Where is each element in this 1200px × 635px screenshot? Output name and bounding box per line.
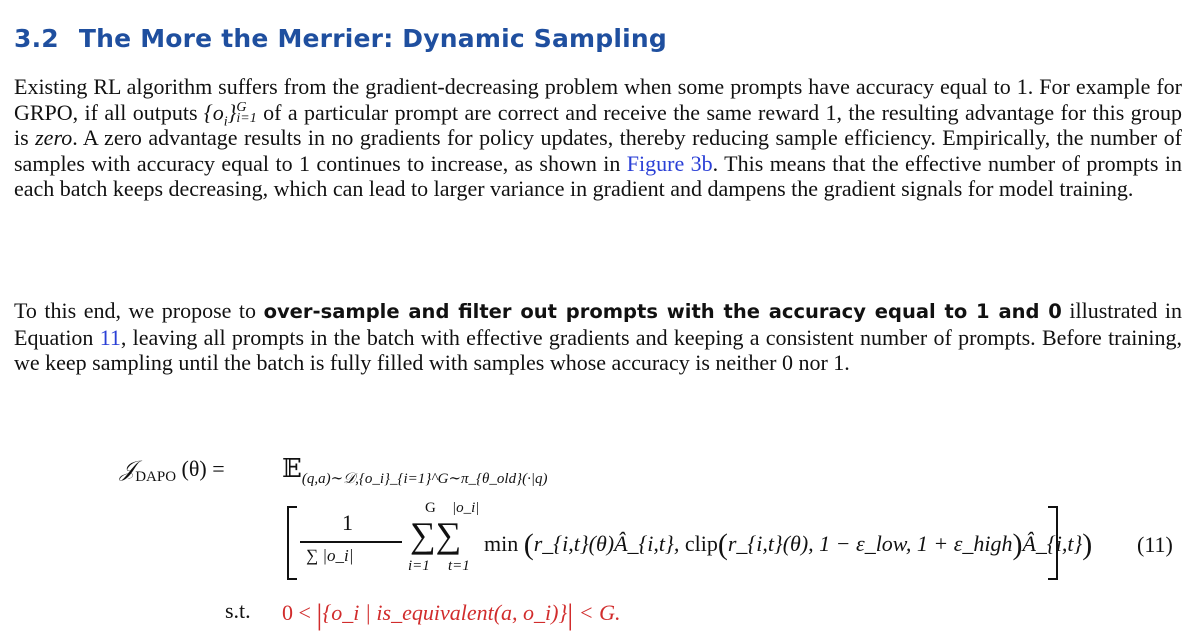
sum-upper-G: G: [425, 500, 436, 516]
equation-11-link[interactable]: 11: [99, 324, 121, 350]
section-heading: [14, 24, 667, 53]
such-that-label: s.t.: [225, 598, 251, 623]
fraction-denominator: ∑ |o_i|: [306, 546, 354, 565]
emphasis-zero: zero: [35, 125, 73, 151]
double-sum-symbol: ∑∑: [410, 515, 462, 555]
paragraph-2-text-a: To this end, we propose to: [14, 298, 264, 323]
paragraph-1-text-a: Existing RL algorithm suffers from the gradient-decreasing problem when some prompts have accuracy equal to 1. For example for GRPO, if all outputs: [14, 74, 1182, 125]
fraction-numerator: 1: [342, 510, 353, 535]
inline-set-math: $\{o_i\}$ G i=1: [203, 99, 257, 129]
paragraph-1: [14, 74, 1182, 202]
equation-11: [0, 440, 1200, 630]
constraint-expression: 0 < |{o_i | is_equivalent(a, o_i)}| < G.: [282, 598, 621, 631]
equation-number: (11): [1137, 532, 1173, 557]
equation-lhs: 𝒥$_{DAPO}$ (θ) =: [120, 456, 225, 485]
section-number: 3.2: [14, 24, 59, 53]
left-bracket: [287, 506, 297, 580]
equation-expectation: 𝔼$_{(q,a)\sim 𝒟,\{o\_i\}\_\{i=1\}\^{}G\sim\pi\_\{\theta\_old\}(\cdot|q)}$: [282, 454, 548, 487]
bold-proposal: over-sample and filter out prompts with the accuracy equal to 1 and 0: [263, 300, 1062, 323]
paragraph-2: [14, 298, 1182, 376]
paragraph-1-text-d: . This means that the effective number of prompts in each batch keeps decreasing, which can lead to larger variance in gradient and dampens the gradient signals for model training.: [14, 150, 1182, 202]
equation-body: min (r_{i,t}(θ)Â_{i,t}, clip(r_{i,t}(θ), 1 − ε_low, 1 + ε_high)Â_{i,t}): [484, 528, 1093, 561]
fraction-bar: [300, 541, 402, 543]
section-title: The More the Merrier: Dynamic Sampling: [78, 24, 668, 53]
paragraph-2-text-b: illustrated in Equation: [14, 298, 1183, 350]
sum-lower-i: i=1: [408, 558, 430, 574]
paragraph-2-text-c: , leaving all prompts in the batch with effective gradients and keeping a consistent number of prompts. Before training, we keep sampling until the batch is fully filled with samples whose accuracy is neither 0 nor 1.: [14, 324, 1182, 376]
paragraph-1-text-c: . A zero advantage results in no gradients for policy updates, thereby reducing sample efficiency. Empirically, the number of samples with accuracy equal to 1 continues to increase, as shown in: [14, 125, 1182, 176]
sum-lower-t: t=1: [448, 558, 470, 574]
figure-3b-link[interactable]: Figure 3b: [626, 150, 713, 176]
sum-upper-oi: |o_i|: [452, 500, 480, 516]
paragraph-1-text-b: of a particular prompt are correct and receive the same reward 1, the resulting advantage for this group is: [14, 99, 1182, 151]
